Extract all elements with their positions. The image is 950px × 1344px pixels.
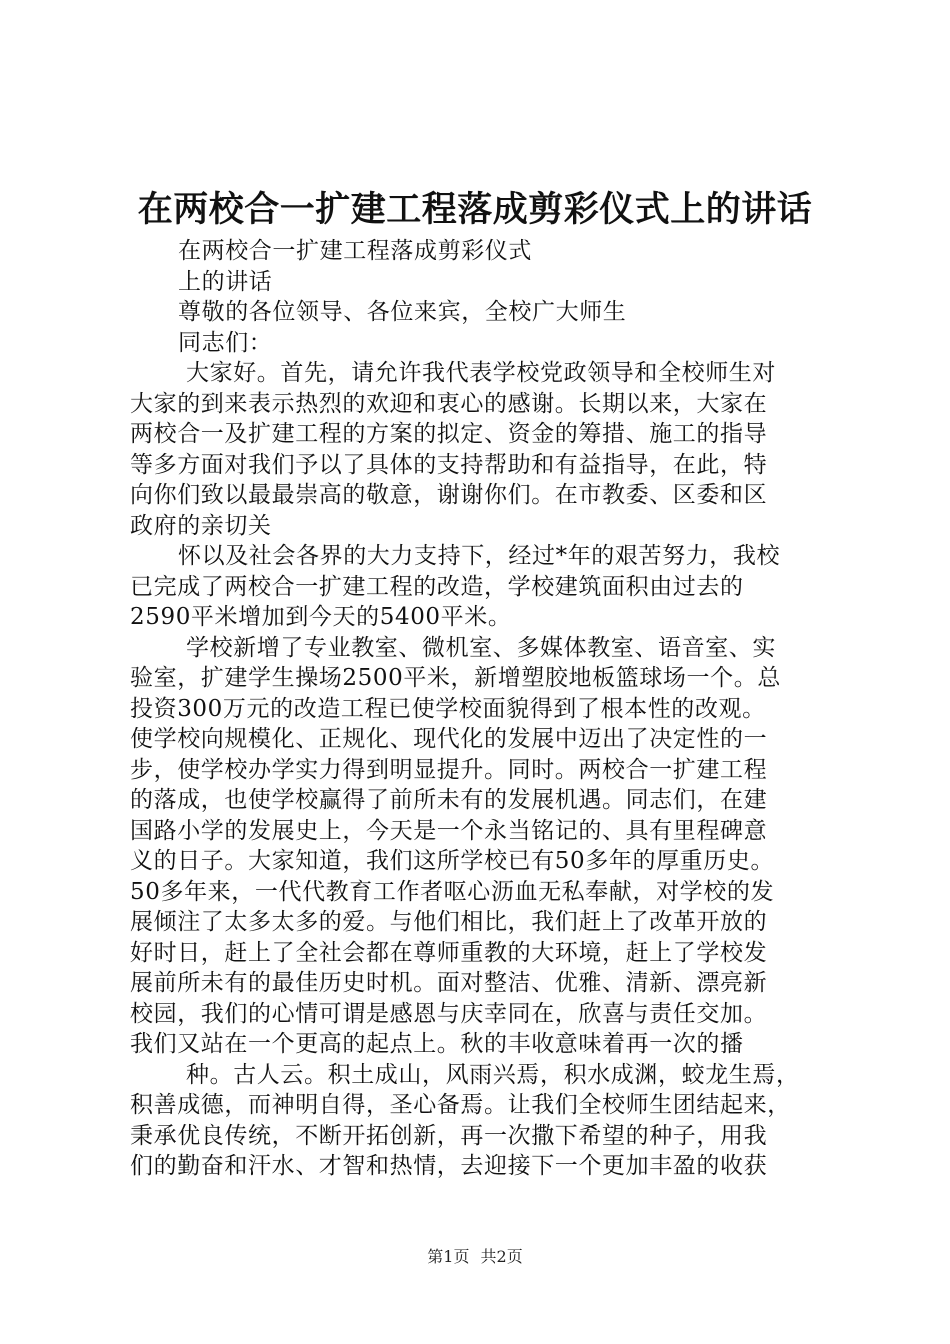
body-line: 投资300万元的改造工程已使学校面貌得到了根本性的改观。: [130, 695, 766, 722]
document-title: 在两校合一扩建工程落成剪彩仪式上的讲话: [137, 189, 813, 230]
body-line: 展倾注了太多太多的爱。与他们相比，我们赶上了改革开放的: [130, 909, 768, 935]
body-line: 我们又站在一个更高的起点上。秋的丰收意味着再一次的播: [130, 1031, 744, 1057]
body-line: 义的日子。大家知道，我们这所学校已有50多年的厚重历史。: [130, 848, 775, 874]
body-line: 积善成德，而神明自得，圣心备焉。让我们全校师生团结起来，: [130, 1092, 791, 1118]
page-footer: [0, 1244, 950, 1267]
paragraph-start-line: 怀以及社会各界的大力支持下，经过*年的艰苦努力，我校: [178, 543, 781, 569]
body-line: 等多方面对我们予以了具体的支持帮助和有益指导，在此，特: [130, 451, 768, 478]
body-line: 校园，我们的心情可谓是感恩与庆幸同在，欣喜与责任交加。: [130, 1000, 768, 1027]
body-line: 向你们致以最最崇高的敬意，谢谢你们。在市教委、区委和区: [130, 482, 768, 508]
body-line: 的落成，也使学校赢得了前所未有的发展机遇。同志们，在建: [130, 787, 768, 813]
document-body: [130, 236, 840, 1182]
body-line: 大家的到来表示热烈的欢迎和衷心的感谢。长期以来，大家在: [130, 390, 768, 417]
paragraph-start-line: 大家好。首先，请允许我代表学校党政领导和全校师生对: [186, 360, 776, 386]
body-line: 国路小学的发展史上，今天是一个永当铭记的、具有里程碑意: [130, 817, 768, 844]
body-line: 政府的亲切关: [130, 512, 272, 539]
page-number-total: 共2页: [480, 1247, 523, 1266]
body-line: 们的勤奋和汗水、才智和热情，去迎接下一个更加丰盈的收获: [130, 1153, 768, 1179]
body-line: 使学校向规模化、正规化、现代化的发展中迈出了决定性的一: [130, 726, 768, 752]
body-line: 50多年来，一代代教育工作者呕心沥血无私奉献，对学校的发: [130, 878, 775, 905]
paragraph-start-line: 学校新增了专业教室、微机室、多媒体教室、语音室、实: [186, 634, 776, 661]
body-line: 已完成了两校合一扩建工程的改造，学校建筑面积由过去的: [130, 573, 744, 600]
body-line: 秉承优良传统，不断开拓创新，再一次撒下希望的种子，用我: [130, 1122, 768, 1149]
body-line: 好时日，赶上了全社会都在尊师重教的大环境，赶上了学校发: [130, 939, 768, 966]
body-line: 尊敬的各位领导、各位来宾，全校广大师生: [178, 299, 627, 325]
body-line: 步，使学校办学实力得到明显提升。同时。两校合一扩建工程: [130, 756, 768, 783]
body-line: 2590平米增加到今天的5400平米。: [130, 604, 512, 630]
paragraph-start-line: 种。古人云。积土成山，风雨兴焉，积水成渊，蛟龙生焉，: [186, 1061, 800, 1088]
body-line: 展前所未有的最佳历史时机。面对整洁、优雅、清新、漂亮新: [130, 970, 768, 996]
body-line: 验室，扩建学生操场2500平米，新增塑胶地板篮球场一个。总: [130, 665, 781, 691]
page-number-current: 第1页: [427, 1247, 470, 1266]
body-line: 在两校合一扩建工程落成剪彩仪式: [178, 238, 532, 264]
body-line: 上的讲话: [178, 268, 273, 295]
body-line: 两校合一及扩建工程的方案的拟定、资金的筹措、施工的指导: [130, 421, 768, 447]
body-line: 同志们：: [178, 329, 273, 356]
